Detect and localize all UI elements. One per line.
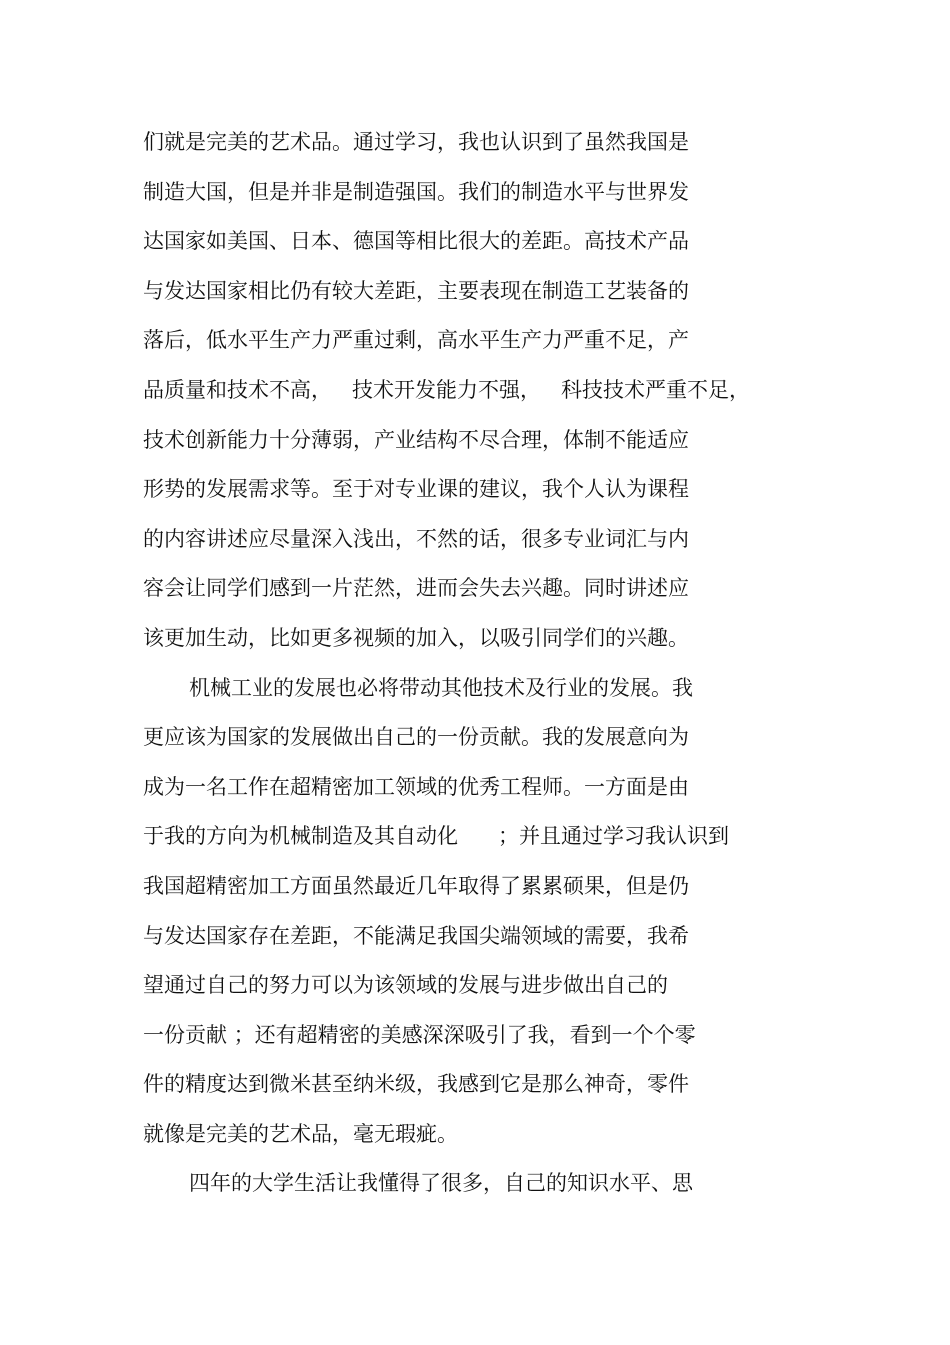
text-line: 一份贡献 ；还有超精密的美感深深吸引了我，看到一个个零 [143,1022,696,1047]
text-line: 望通过自己的努力可以为该领域的发展与进步做出自己的 [143,973,668,998]
text-line: 容会让同学们感到一片茫然，进而会失去兴趣。同时讲述应 [143,576,689,601]
text-line: 与发达国家存在差距，不能满足我国尖端领域的需要，我希 [143,923,689,948]
text-line: 件的精度达到微米甚至纳米级，我感到它是那么神奇，零件 [143,1072,689,1097]
text-line: 制造大国，但是并非是制造强国。我们的制造水平与世界发 [143,179,689,204]
text-line: 更应该为国家的发展做出自己的一份贡献。我的发展意向为 [143,725,689,750]
text-line: 品质量和技术不高， 技术开发能力不强， 科技技术严重不足， [143,377,751,402]
text-line: 形势的发展需求等。至于对专业课的建议，我个人认为课程 [143,477,689,502]
paragraph-start-line: 机械工业的发展也必将带动其他技术及行业的发展。我 [189,675,693,700]
text-line: 于我的方向为机械制造及其自动化 ；并且通过学习我认识到 [143,824,730,849]
text-line: 我国超精密加工方面虽然最近几年取得了累累硕果，但是仍 [143,873,689,898]
paragraph-start-line: 四年的大学生活让我懂得了很多，自己的知识水平、思 [189,1171,693,1196]
text-line: 与发达国家相比仍有较大差距，主要表现在制造工艺装备的 [143,278,689,303]
body-text [143,118,803,1209]
text-line: 该更加生动，比如更多视频的加入，以吸引同学们的兴趣。 [143,625,689,650]
text-line: 达国家如美国、日本、德国等相比很大的差距。高技术产品 [143,229,689,254]
text-line: 的内容讲述应尽量深入浅出，不然的话，很多专业词汇与内 [143,526,689,551]
text-line: 成为一名工作在超精密加工领域的优秀工程师。一方面是由 [143,774,689,799]
text-line: 就像是完美的艺术品，毫无瑕疵。 [143,1121,458,1146]
text-line: 们就是完美的艺术品。通过学习，我也认识到了虽然我国是 [143,130,689,154]
text-line: 技术创新能力十分薄弱，产业结构不尽合理，体制不能适应 [143,427,689,452]
text-line: 落后，低水平生产力严重过剩，高水平生产力严重不足，产 [143,328,689,353]
